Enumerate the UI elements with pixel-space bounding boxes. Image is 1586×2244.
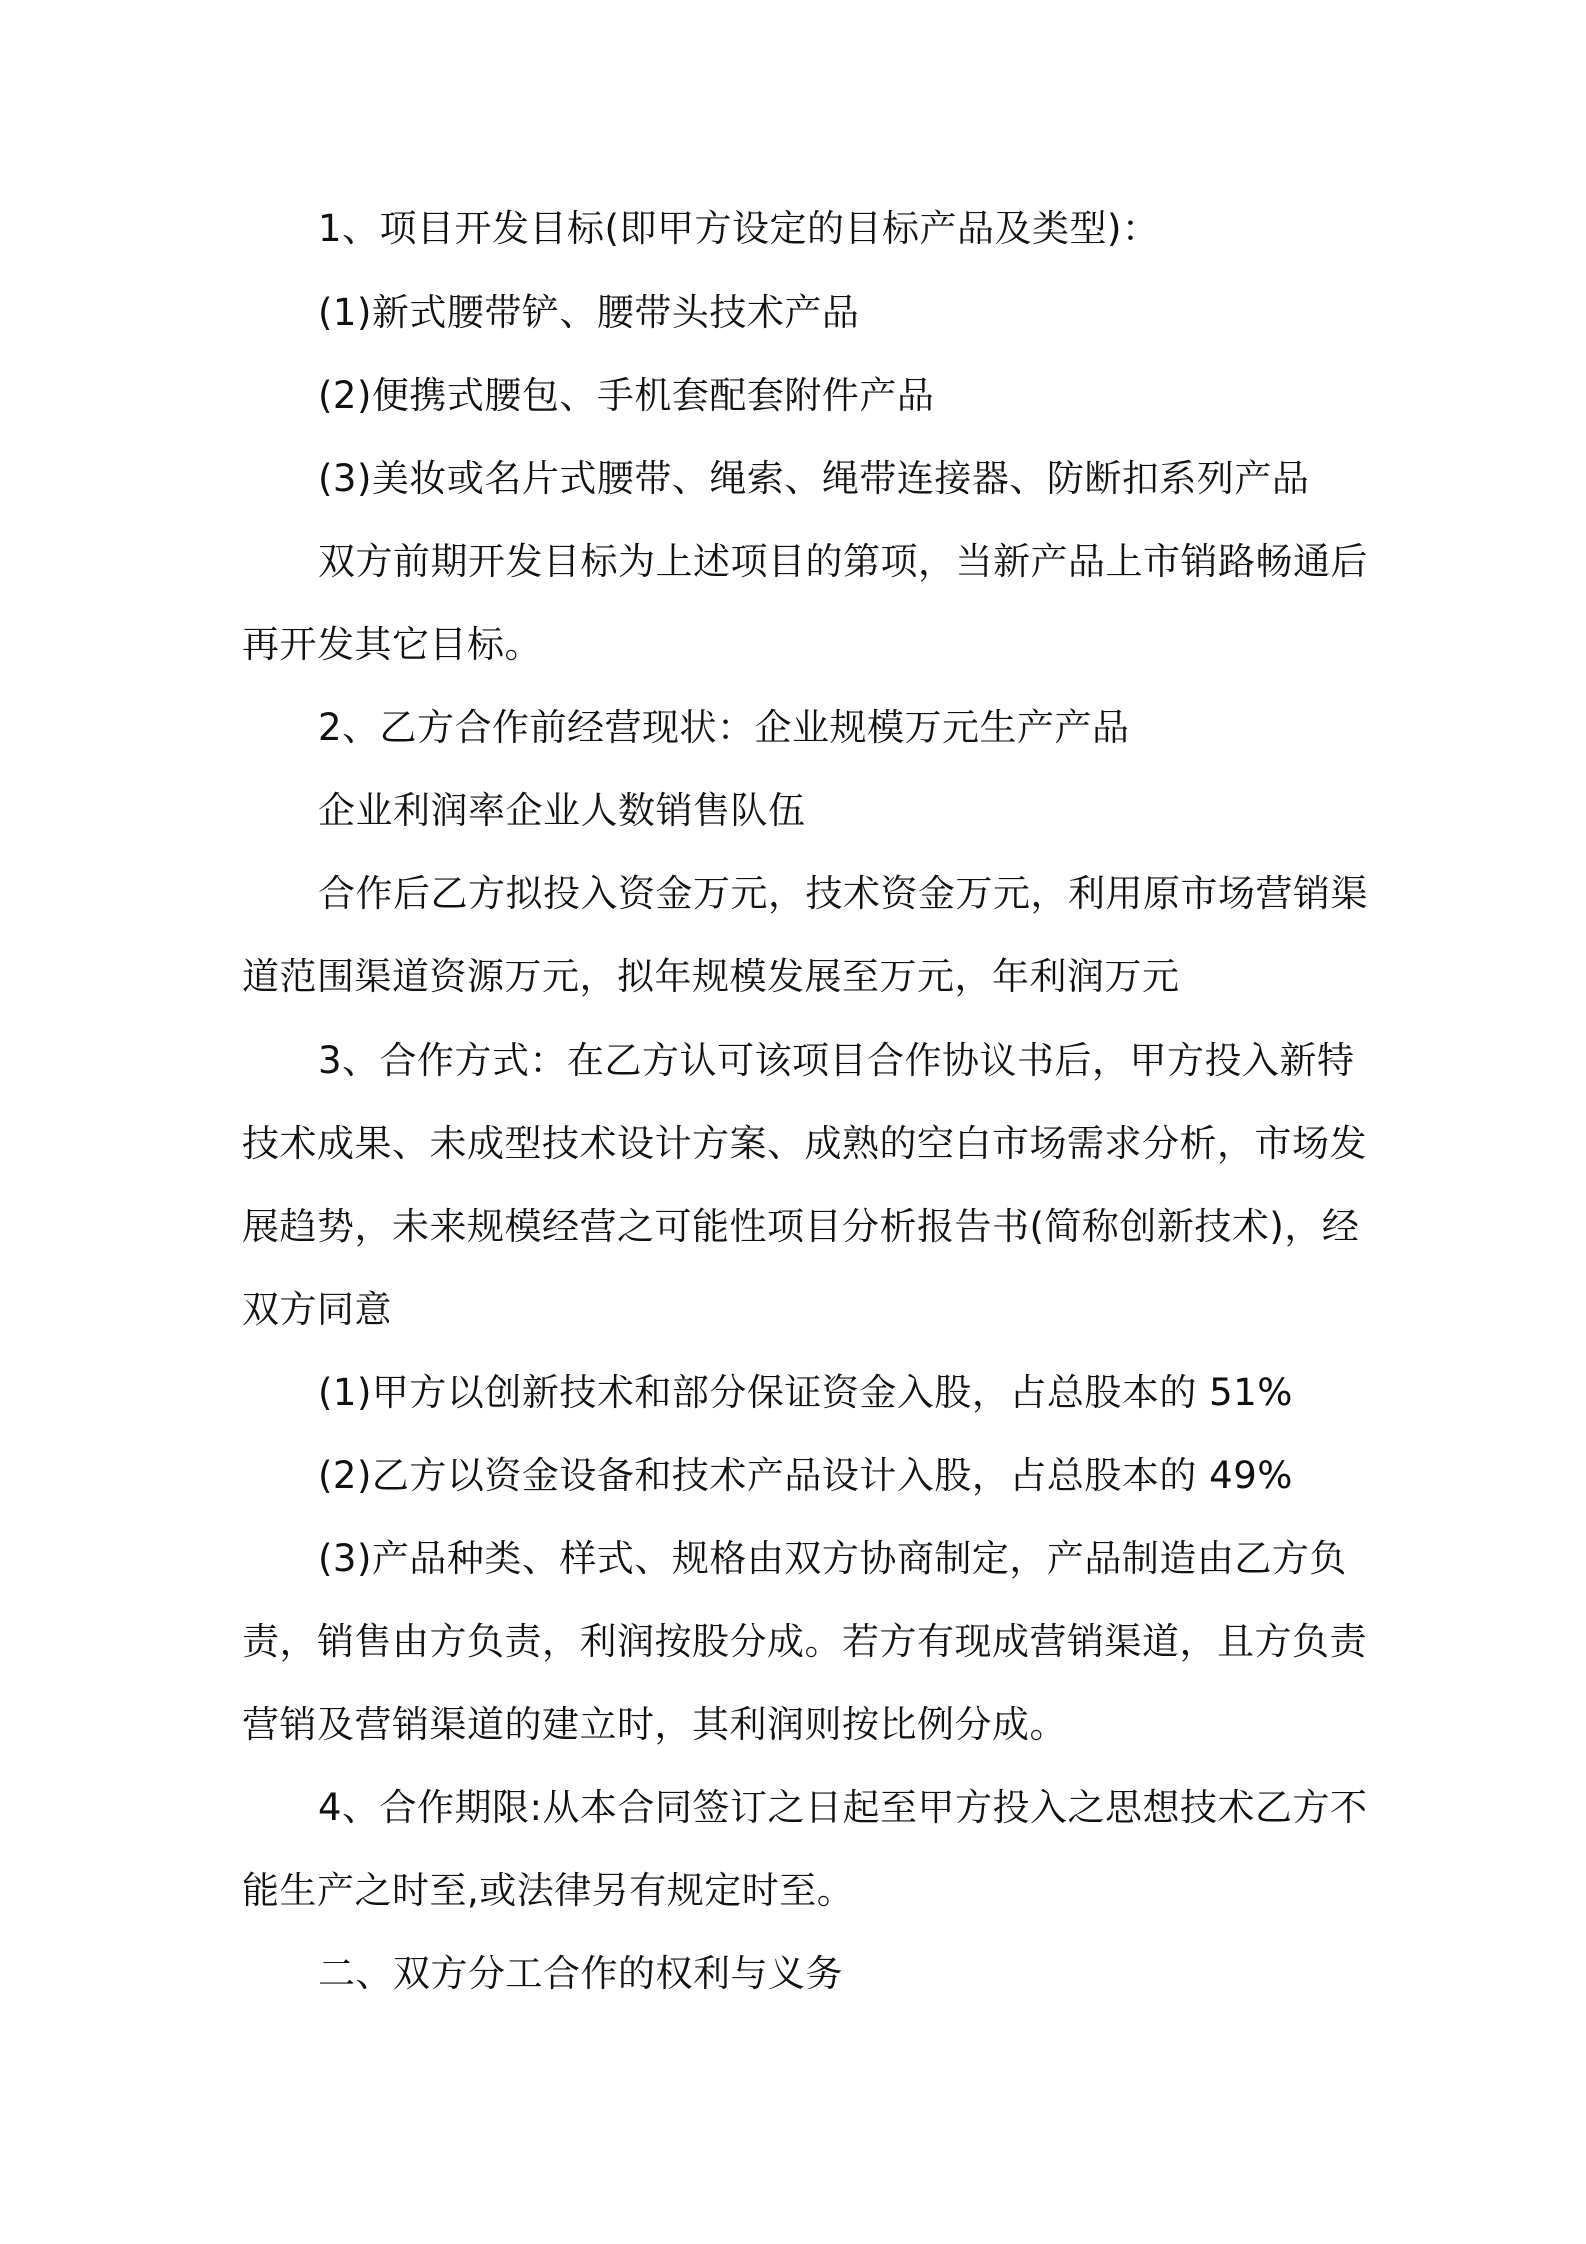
clause-3-item-2: (2)乙方以资金设备和技术产品设计入股，占总股本的 49% xyxy=(318,1454,1293,1497)
paragraph-line: 能生产之时至,或法律另有规定时至。 xyxy=(242,1869,855,1912)
clause-1-item-2: (2)便携式腰包、手机套配套附件产品 xyxy=(318,374,935,417)
paragraph-line: 责，销售由方负责，利润按股分成。若方有现成营销渠道，且方负责 xyxy=(242,1620,1367,1663)
section-2-heading: 二、双方分工合作的权利与义务 xyxy=(318,1952,843,1995)
paragraph-line: 营销及营销渠道的建立时，其利润则按比例分成。 xyxy=(242,1703,1067,1746)
paragraph-line: 技术成果、未成型技术设计方案、成熟的空白市场需求分析，市场发 xyxy=(242,1122,1367,1165)
clause-1-item-3: (3)美妆或名片式腰带、绳索、绳带连接器、防断扣系列产品 xyxy=(318,457,1310,500)
paragraph-line: 双方前期开发目标为上述项目的第项，当新产品上市销路畅通后 xyxy=(318,540,1368,583)
paragraph-line: 展趋势，未来规模经营之可能性项目分析报告书(简称创新技术)，经 xyxy=(242,1205,1360,1248)
paragraph-line: 合作后乙方拟投入资金万元，技术资金万元，利用原市场营销渠 xyxy=(318,872,1368,915)
paragraph-line: 道范围渠道资源万元，拟年规模发展至万元，年利润万元 xyxy=(242,955,1180,998)
clause-3-item-3: (3)产品种类、样式、规格由双方协商制定，产品制造由乙方负 xyxy=(318,1537,1347,1580)
paragraph-line: 双方同意 xyxy=(242,1288,392,1331)
clause-4-heading: 4、合作期限:从本合同签订之日起至甲方投入之思想技术乙方不 xyxy=(318,1786,1368,1829)
paragraph-line: 再开发其它目标。 xyxy=(242,623,542,666)
clause-3-heading: 3、合作方式：在乙方认可该项目合作协议书后，甲方投入新特 xyxy=(318,1039,1355,1082)
paragraph-line: 企业利润率企业人数销售队伍 xyxy=(318,789,806,832)
clause-1-item-1: (1)新式腰带铲、腰带头技术产品 xyxy=(318,291,860,334)
clause-1-heading: 1、项目开发目标(即甲方设定的目标产品及类型)： xyxy=(318,207,1160,250)
clause-3-item-1: (1)甲方以创新技术和部分保证资金入股，占总股本的 51% xyxy=(318,1371,1293,1414)
clause-2-heading: 2、乙方合作前经营现状：企业规模万元生产产品 xyxy=(318,706,1130,749)
